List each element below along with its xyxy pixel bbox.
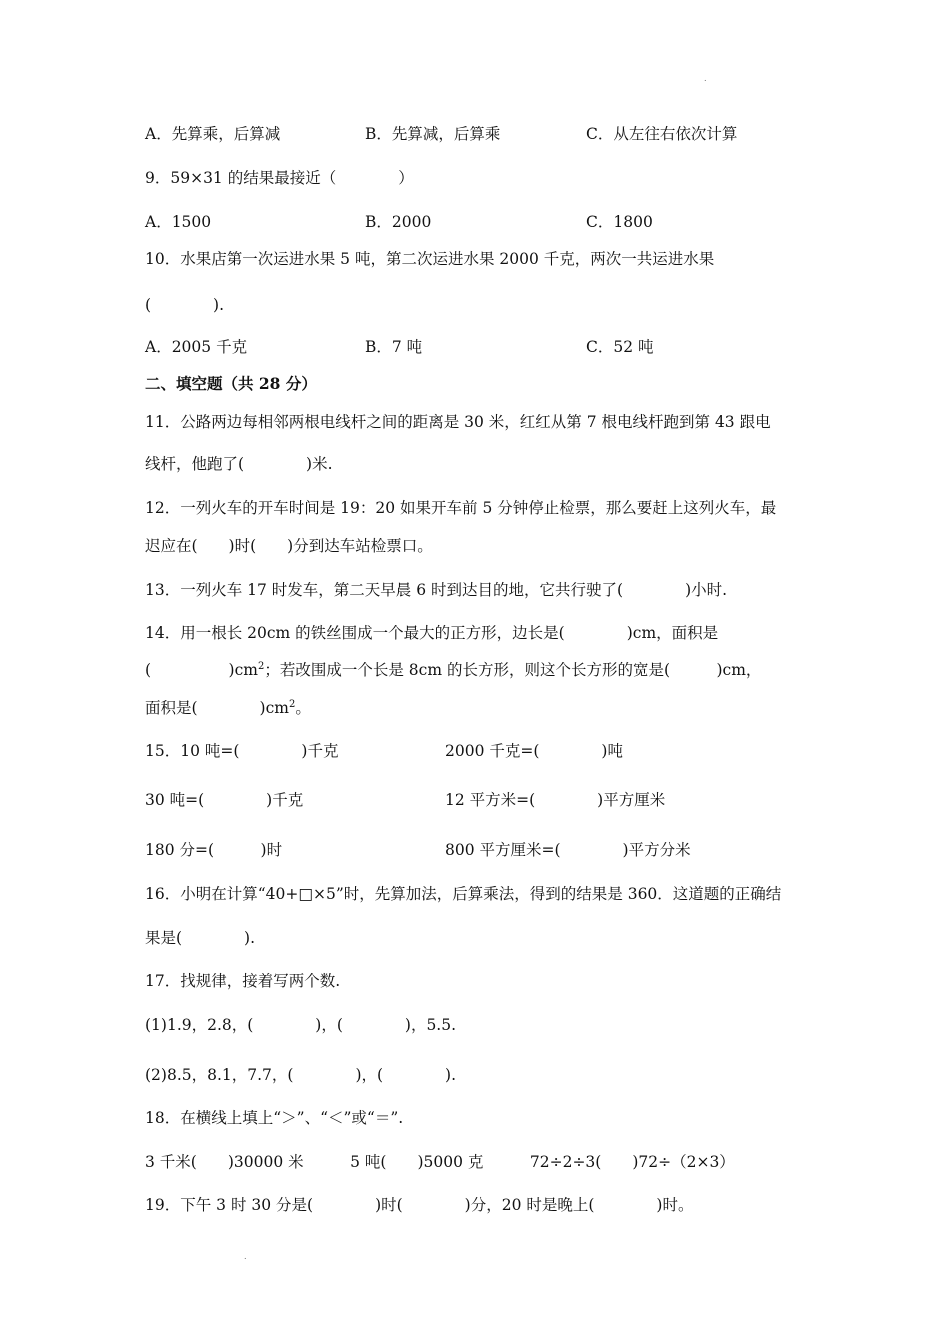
q15-row2-right: 12 平方米=( )平方厘米 [445, 791, 666, 809]
q17-part2: (2)8.5，8.1，7.7，( )，( ). [145, 1066, 457, 1084]
q11-line2: 线杆，他跑了( )米. [145, 455, 333, 473]
q13-line1: 13．一列火车 17 时发车，第二天早晨 6 时到达目的地，它共行驶了( )小时. [145, 581, 728, 599]
q16-line1: 16．小明在计算“40+□×5”时，先算加法，后算乘法，得到的结果是 360．这道题的正确结 [145, 885, 782, 903]
q10-option-b[interactable]: B．7 吨 [365, 338, 423, 356]
q17-part1: (1)1.9，2.8，( )，( )，5.5. [145, 1016, 457, 1034]
q14-line3-start: 面积是( )cm [145, 699, 289, 717]
q8-option-b[interactable]: B．先算减，后算乘 [365, 125, 501, 143]
q8-option-c[interactable]: C．从左往右依次计算 [586, 125, 738, 143]
q14-superscript-2a: 2 [257, 660, 265, 672]
q10-option-a[interactable]: A．2005 千克 [145, 338, 248, 356]
q14-line2-end: ；若改围成一个长是 8cm 的长方形，则这个长方形的宽是( )cm， [264, 661, 762, 679]
q11-line1: 11．公路两边每相邻两根电线杆之间的距离是 30 米，红红从第 7 根电线杆跑到第 43 跟电 [145, 413, 771, 431]
q16-line2: 果是( ). [145, 929, 256, 947]
q10-option-c[interactable]: C．52 吨 [586, 338, 654, 356]
q9-option-b[interactable]: B．2000 [365, 213, 432, 231]
q15-row1-left: 15．10 吨=( )千克 [145, 742, 339, 760]
q8-option-a[interactable]: A．先算乘，后算减 [145, 125, 281, 143]
q18-items: 3 千米( )30000 米 5 吨( )5000 克 72÷2÷3( )72÷（2×3） [145, 1153, 735, 1171]
q14-line2 [145, 660, 761, 680]
q18-stem: 18．在横线上填上“＞”、“＜”或“＝”. [145, 1109, 404, 1127]
page-dot-bottom: . [244, 1252, 247, 1261]
q9-option-a[interactable]: A．1500 [145, 213, 212, 231]
q19-line1: 19．下午 3 时 30 分是( )时( )分，20 时是晚上( )时。 [145, 1196, 694, 1214]
q15-row2-left: 30 吨=( )千克 [145, 791, 304, 809]
q15-row3-left: 180 分=( )时 [145, 841, 283, 859]
q9-stem: 9．59×31 的结果最接近（ ） [145, 169, 414, 187]
section-2-heading: 二、填空题（共 28 分） [145, 374, 317, 393]
q17-stem: 17．找规律，接着写两个数. [145, 972, 341, 990]
q10-stem-line1: 10．水果店第一次运进水果 5 吨，第二次运进水果 2000 千克，两次一共运进水果 [145, 250, 715, 268]
q14-superscript-2b: 2 [288, 698, 296, 710]
q12-line2: 迟应在( )时( )分到达车站检票口。 [145, 537, 433, 555]
q15-row1-right: 2000 千克=( )吨 [445, 742, 623, 760]
q14-line3-end: 。 [295, 699, 311, 717]
q14-line1: 14．用一根长 20cm 的铁丝围成一个最大的正方形，边长是( )cm，面积是 [145, 624, 719, 642]
q9-option-c[interactable]: C．1800 [586, 213, 653, 231]
q10-stem-line2: ( ). [145, 296, 225, 314]
q12-line1: 12．一列火车的开车时间是 19：20 如果开车前 5 分钟停止检票，那么要赶上这列火车，最 [145, 499, 777, 517]
q14-line2-start: ( )cm [145, 661, 258, 679]
q15-row3-right: 800 平方厘米=( )平方分米 [445, 841, 691, 859]
page-dot-top: . [704, 74, 707, 83]
q14-line3 [145, 698, 311, 718]
